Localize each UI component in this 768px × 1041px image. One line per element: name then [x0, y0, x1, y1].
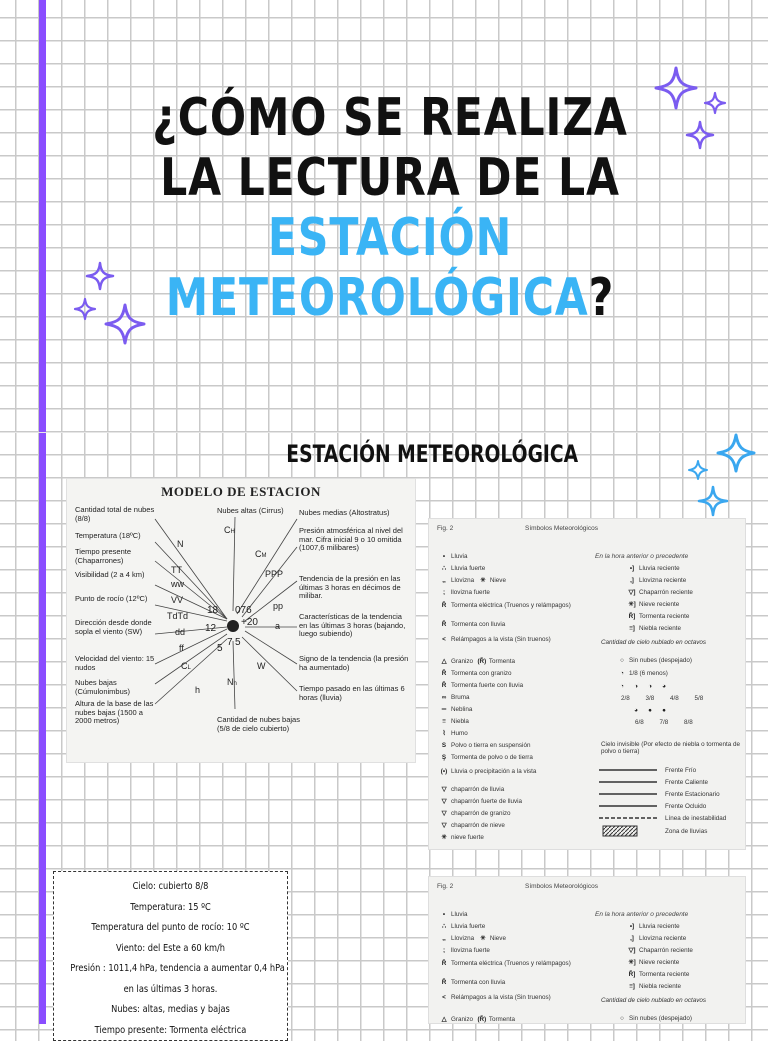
symbol-row: Bruma [451, 694, 470, 701]
title-line-2: LA LECTURA DE LA [119, 148, 660, 208]
title-highlight: METEOROLÓGICA [166, 268, 589, 328]
accent-bar [39, 0, 46, 1024]
cloud-heading: Cantidad de cielo nublado en octavos [601, 639, 741, 646]
svg-text:VV: VV [171, 595, 183, 605]
label-right-4: Signo de la tendencia (la presión ha aumentado) [299, 655, 409, 672]
symbol-row: Chaparrón reciente [639, 947, 693, 954]
symbol-row: 8/8 [684, 719, 693, 726]
symbol-row: chaparrón de lluvia [451, 786, 504, 793]
symbol-row: 4/8 [670, 695, 679, 702]
sparkle-icon [716, 433, 756, 473]
symbol-row: Lluvia [451, 553, 467, 560]
label-left-3: Visibilidad (2 a 4 km) [75, 571, 157, 580]
label-right-5: Tiempo pasado en las últimas 6 horas (lluvia) [299, 685, 409, 702]
svg-text:N: N [177, 539, 184, 549]
svg-text:h: h [195, 685, 200, 695]
symbol-row: 2/8 [621, 695, 630, 702]
symbol-row: Tormenta [489, 1016, 515, 1023]
svg-text:ff: ff [179, 643, 184, 653]
sparkle-icon [104, 303, 146, 345]
front-label: Línea de inestabilidad [665, 815, 726, 822]
symbol-row: Tormenta fuerte con lluvia [451, 682, 523, 689]
symbol-row: Tormenta de polvo o de tierra [451, 754, 533, 761]
symbol-row: Lluvia reciente [639, 565, 680, 572]
data-line-temperature: Temperatura: 15 ºC [70, 898, 270, 919]
symbol-row: chaparrón de nieve [451, 822, 505, 829]
symbol-row: Relámpagos a la vista (Sin truenos) [451, 636, 551, 643]
symbol-row: Nieve [490, 577, 506, 584]
front-label: Zona de lluvias [665, 828, 707, 835]
symbol-row: llovizna fuerte [451, 589, 490, 596]
symbol-row: chaparrón de granizo [451, 810, 511, 817]
symbol-row: Granizo [451, 1016, 473, 1023]
svg-text:076: 076 [235, 605, 252, 616]
sparkle-icon [654, 66, 698, 110]
symbol-row: Nieve [490, 935, 506, 942]
title-line-4 [119, 268, 660, 328]
svg-text:18: 18 [207, 605, 219, 616]
symbols-figure-2: Fig. 2 Símbolos Meteorológicos En la hora anterior o precedente • Lluvia ∴ Lluvia fuerte ,, Llovizna ✳ Nieve ; llovizna fuerte Ř Tormenta eléctrica (Truenos y relámpagos) Ř Tormenta con lluvia < Relámpagos a la vista (Sin truenos) △ Granizo (Ř) Tormenta •] Lluvia reciente ,] Llovizna reciente ▽] Chaparrón reciente ✳] Nieve reciente Ř] Tormenta reciente ≡] Niebla reciente Cantidad de cielo nublado en octavos ○ Sin nubes (despejado) [428, 876, 746, 1024]
label-right-0: Nubes medias (Altostratus) [299, 509, 409, 518]
symbol-row: Nieve reciente [639, 959, 679, 966]
symbol-row: Lluvia fuerte [451, 923, 485, 930]
svg-text:CL: CL [181, 661, 192, 671]
code-cm: CM [255, 549, 267, 559]
symbol-row: Polvo o tierra en suspensión [451, 742, 530, 749]
symbol-row: Lluvia fuerte [451, 565, 485, 572]
label-left-8: Altura de la base de las nubes bajas (1500 a 2000 metros) [75, 700, 157, 726]
label-right-1: Presión atmosférica al nivel del mar. Cifra inicial 9 o 10 omitida (1007,6 milibares) [299, 527, 409, 553]
symbols-right-heading: En la hora anterior o precedente [595, 553, 688, 560]
symbol-row: Niebla [451, 718, 469, 725]
symbol-row: 7/8 [660, 719, 669, 726]
symbol-row: 1/8 [629, 670, 638, 677]
symbol-row: 6/8 [635, 719, 644, 726]
sparkle-icon [704, 92, 726, 114]
svg-text:TdTd: TdTd [167, 611, 188, 621]
divider [0, 432, 768, 433]
data-line-pressure-cont: en las últimas 3 horas. [70, 980, 270, 1001]
label-left-5: Dirección desde donde sopla el viento (SW) [75, 619, 157, 636]
symbol-row: Tormenta [489, 658, 515, 665]
front-label: Frente Caliente [665, 779, 708, 786]
symbol-row: Humo [451, 730, 468, 737]
title-question-mark: ? [589, 268, 615, 328]
svg-text:a: a [275, 621, 280, 631]
svg-text:+20: +20 [241, 617, 258, 628]
station-model-figure [66, 478, 416, 763]
page-title [119, 88, 660, 328]
svg-text:TT: TT [171, 565, 182, 575]
example-data-box [53, 871, 288, 1041]
svg-text:5: 5 [217, 643, 223, 654]
symbol-row: (6 menos) [640, 670, 668, 677]
title-line-1: ¿CÓMO SE REALIZA [119, 88, 660, 148]
symbol-row: Sin nubes (despejado) [629, 657, 692, 664]
symbol-row: Nieve reciente [639, 601, 679, 608]
symbol-row: Lluvia reciente [639, 923, 680, 930]
station-model-heading: MODELO DE ESTACION [67, 484, 415, 500]
front-label: Frente Ocluido [665, 803, 706, 810]
symbols-right-heading: En la hora anterior o precedente [595, 911, 688, 918]
svg-text:7: 7 [227, 637, 233, 648]
data-line-wind: Viento: del Este a 60 km/h [70, 939, 270, 960]
symbol-row: nieve fuerte [451, 834, 484, 841]
front-label: Frente Frío [665, 767, 696, 774]
symbol-row: Tormenta reciente [639, 971, 689, 978]
symbol-row: Lluvia o precipitación a la vista [451, 768, 536, 775]
label-left-2: Tiempo presente (Chaparrones) [75, 548, 157, 565]
label-nubes-altas: Nubes altas (Cirrus) [217, 507, 297, 516]
svg-text:12: 12 [205, 623, 217, 634]
title-line-3: ESTACIÓN [119, 208, 660, 268]
symbols-figure-1: Fig. 2 Símbolos Meteorológicos En la hora anterior o precedente • Lluvia ∴ Lluvia fuerte ,, Llovizna ✳ Nieve ; llovizna fuerte Ř Tormenta eléctrica (Truenos y relámpagos) Ř Tormenta con lluvia < Relámpagos a la vista (Sin truenos) △ Granizo (Ř) Tormenta Ř Tormenta con granizo Ř Tormenta fuerte con lluvia ∞ Bruma ═ Neblina ≡ Niebla ⌇ Humo S Polvo o tierra en suspensión Ş Tormenta de polvo o de tierra (•) Lluvia o precipitación a la vista ▽ chaparrón de lluvia ▽ chaparrón fuerte de lluvia ▽ chaparrón de granizo ▽ chaparrón de nieve ✳ nieve fuerte •] Lluvia reciente ,] Llovizna reciente ▽] Chaparrón reciente ✳] Nieve reciente Ř] Tormenta reciente ≡] Niebla reciente Cantidad de cielo nublado en octavos ○ Sin nubes (despejado) ◔ 1/8 (6 menos) ◔ ◑ ◑ ◕ 2/8 3/8 4/8 5/8 ◕ ● ● 6/8 7/8 8/8 Cielo invisible (Por efecto de niebla o tormenta de polvo o tierra) Frente Frío Frente Caliente Frente Estacionario Frente Ocluido Línea de inestabilidad Zona de lluvias [428, 518, 746, 850]
symbol-row: Llovizna reciente [639, 577, 686, 584]
code-ch: CH [224, 525, 235, 535]
symbol-row: llovizna fuerte [451, 947, 490, 954]
symbol-row: Relámpagos a la vista (Sin truenos) [451, 994, 551, 1001]
symbol-row: Tormenta eléctrica (Truenos y relámpagos) [451, 602, 571, 609]
fig-label: Fig. 2 [437, 883, 453, 890]
sparkle-icon [698, 486, 728, 516]
sparkle-icon [74, 298, 96, 320]
label-left-0: Cantidad total de nubes (8/8) [75, 506, 157, 523]
symbol-row: Tormenta con lluvia [451, 979, 505, 986]
symbol-row: Lluvia [451, 911, 467, 918]
symbol-row: Llovizna reciente [639, 935, 686, 942]
label-left-4: Punto de rocío (12ºC) [75, 595, 157, 604]
svg-text:PPP: PPP [265, 569, 283, 579]
symbol-row: Niebla reciente [639, 983, 681, 990]
section-subtitle: ESTACIÓN METEOROLÓGICA [286, 440, 543, 468]
symbol-row: Llovizna [451, 577, 474, 584]
symbol-row: Neblina [451, 706, 472, 713]
svg-text:ww: ww [170, 579, 184, 589]
label-right-2: Tendencia de la presión en las últimas 3 horas en décimos de milibar. [299, 575, 409, 601]
sky-row: Cielo invisible (Por efecto de niebla o tormenta de polvo o tierra) [601, 741, 741, 755]
front-label: Frente Estacionario [665, 791, 720, 798]
data-line-clouds: Nubes: altas, medias y bajas [70, 1000, 270, 1021]
symbol-row: Tormenta eléctrica (Truenos y relámpagos) [451, 960, 571, 967]
symbol-row: Granizo [451, 658, 473, 665]
symbol-row: 3/8 [646, 695, 655, 702]
label-left-7: Nubes bajas (Cúmulonimbus) [75, 679, 157, 696]
sparkle-icon [86, 262, 114, 290]
label-cantidad-nubes-bajas: Cantidad de nubes bajas (5/8 de cielo cubierto) [217, 716, 302, 733]
symbol-row: Tormenta con granizo [451, 670, 512, 677]
label-right-3: Características de la tendencia en las últimas 3 horas (bajando, luego subiendo) [299, 613, 409, 639]
sparkle-icon [688, 460, 708, 480]
station-circle [227, 620, 239, 632]
symbol-row: Tormenta reciente [639, 613, 689, 620]
label-left-1: Temperatura (18ºC) [75, 532, 157, 541]
fig-label: Fig. 2 [437, 525, 453, 532]
symbol-row: Niebla reciente [639, 625, 681, 632]
svg-text:dd: dd [175, 627, 185, 637]
symbol-row: Tormenta con lluvia [451, 621, 505, 628]
data-line-present-weather: Tiempo presente: Tormenta eléctrica [70, 1021, 270, 1041]
symbol-row: 5/8 [695, 695, 704, 702]
symbol-row: chaparrón fuerte de lluvia [451, 798, 522, 805]
svg-text:pp: pp [273, 601, 283, 611]
label-left-6: Velocidad del viento: 15 nudos [75, 655, 157, 672]
data-line-pressure: Presión : 1011,4 hPa, tendencia a aumentar 0,4 hPa [70, 959, 270, 980]
cloud-heading: Cantidad de cielo nublado en octavos [601, 997, 741, 1004]
data-line-sky: Cielo: cubierto 8/8 [70, 877, 270, 898]
svg-text:W: W [257, 661, 266, 671]
svg-text:Nh: Nh [227, 677, 237, 687]
data-line-dewpoint: Temperatura del punto de rocío: 10 ºC [70, 918, 270, 939]
symbols-heading: Símbolos Meteorológicos [525, 883, 598, 890]
svg-text:5: 5 [235, 637, 241, 648]
sparkle-icon [686, 121, 714, 149]
symbol-row: Chaparrón reciente [639, 589, 693, 596]
symbol-row: Sin nubes (despejado) [629, 1015, 692, 1022]
symbol-row: Llovizna [451, 935, 474, 942]
symbols-heading: Símbolos Meteorológicos [525, 525, 598, 532]
